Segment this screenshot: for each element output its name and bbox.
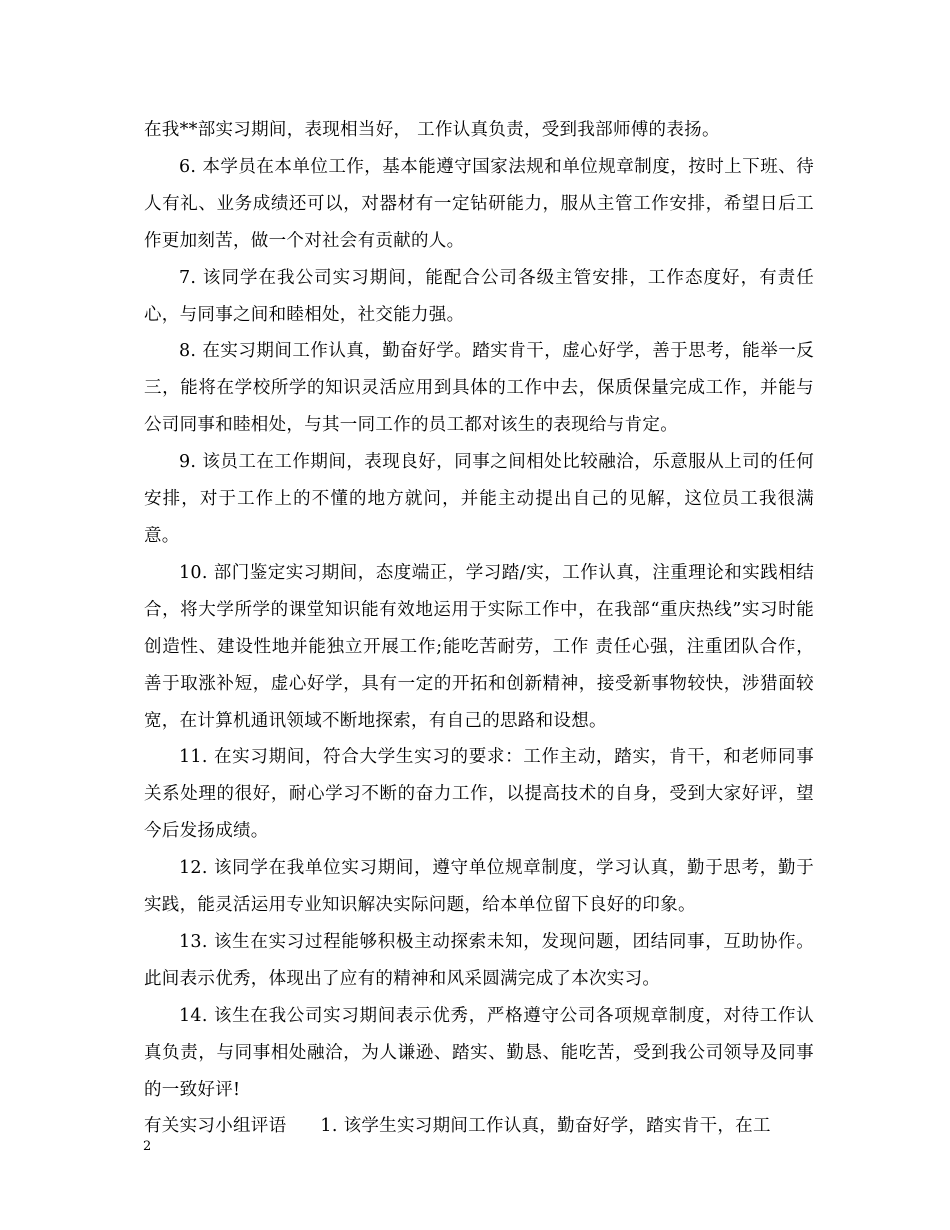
paragraph-item-7: 7. 该同学在我公司实习期间，能配合公司各级主管安排，工作态度好，有责任心，与同事之间和睦相处，社交能力强。 [144, 267, 814, 325]
section-heading-line [144, 1108, 814, 1145]
section-heading: 有关实习小组评语 [144, 1116, 287, 1137]
paragraph-item-10: 10. 部门鉴定实习期间，态度端正，学习踏/实，工作认真，注重理论和实践相结合，将大学所学的课堂知识能有效地运用于实际工作中，在我部“重庆热线”实习时能创造性、建设性地并能独立开展工作;能吃苦耐劳，工作 责任心强，注重团队合作，善于取涨补短，虚心好学，具有一定的开拓和创新精神，接受新事物较快，涉猎面较宽，在计算机通讯领域不断地探索，有自己的思路和设想。 [144, 562, 814, 731]
paragraph-item-13: 13. 该生在实习过程能够积极主动探索未知，发现问题，团结同事，互助协作。此间表示优秀，体现出了应有的精神和风采圆满完成了本次实习。 [144, 931, 814, 989]
paragraph-item-9: 9. 该员工在工作期间，表现良好，同事之间相处比较融洽，乐意服从上司的任何安排，对于工作上的不懂的地方就问，并能主动提出自己的见解，这位员工我很满意。 [144, 452, 814, 546]
section-first-item: 1. 该学生实习期间工作认真，勤奋好学，踏实肯干，在工 [320, 1116, 771, 1137]
paragraph-item-6: 6. 本学员在本单位工作，基本能遵守国家法规和单位规章制度，按时上下班、待人有礼、业务成绩还可以，对器材有一定钻研能力，服从主管工作安排，希望日后工作更加刻苦，做一个对社会有贡献的人。 [144, 156, 814, 251]
paragraph-item-12: 12. 该同学在我单位实习期间，遵守单位规章制度，学习认真，勤于思考，勤于实践，能灵活运用专业知识解决实际问题，给本单位留下良好的印象。 [144, 858, 814, 916]
paragraph-continuation: 在我**部实习期间，表现相当好， 工作认真负责，受到我部师傅的表扬。 [144, 120, 720, 140]
paragraph-item-11: 11. 在实习期间，符合大学生实习的要求：工作主动，踏实，肯干，和老师同事关系处理的很好，耐心学习不断的奋力工作，以提高技术的自身，受到大家好评，望今后发扬成绩。 [144, 747, 814, 842]
paragraph-item-14: 14. 该生在我公司实习期间表示优秀，严格遵守公司各项规章制度，对待工作认真负责，与同事相处融洽，为人谦逊、踏实、勤恳、能吃苦，受到我公司领导及同事的一致好评! [144, 1005, 814, 1100]
page-number: 2 [143, 1139, 152, 1154]
paragraph-item-8: 8. 在实习期间工作认真，勤奋好学。踏实肯干，虚心好学，善于思考，能举一反三，能将在学校所学的知识灵活应用到具体的工作中去，保质保量完成工作，并能与公司同事和睦相处，与其一同工作的员工都对该生的表现给与肯定。 [144, 341, 814, 436]
document-body [144, 112, 814, 1145]
